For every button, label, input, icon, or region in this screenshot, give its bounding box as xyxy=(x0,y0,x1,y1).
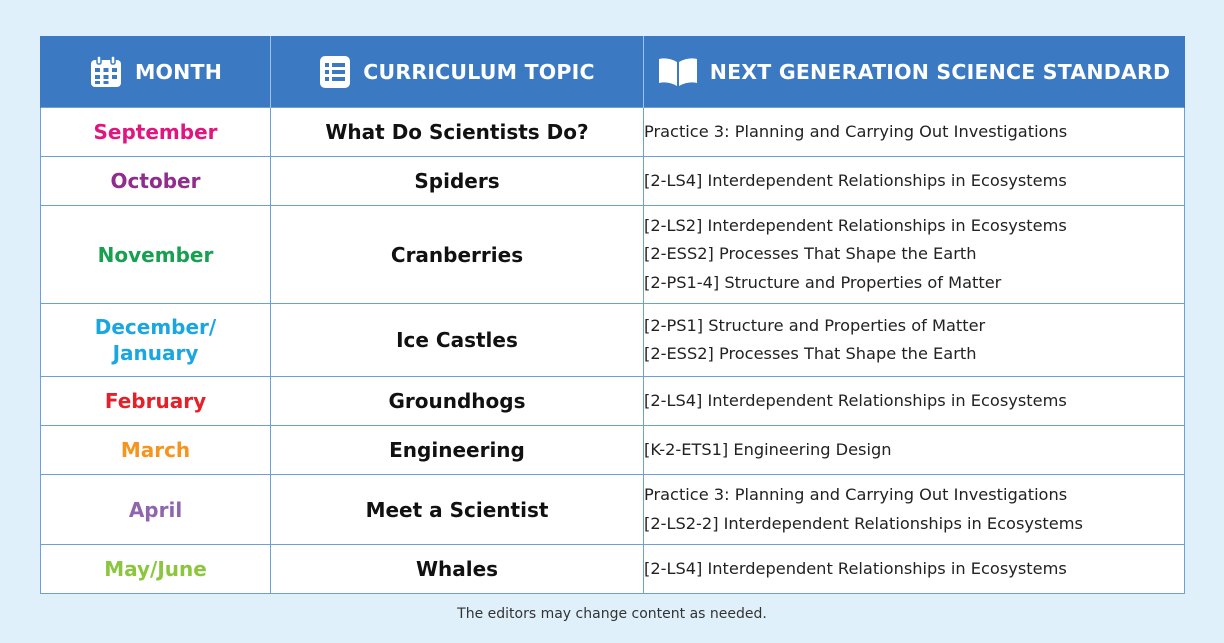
month-label: May/June xyxy=(104,557,207,581)
standard-line: [2-LS4] Interdependent Relationships in Ecosystems xyxy=(644,390,1067,410)
topic-cell: Meet a Scientist xyxy=(271,475,644,545)
list-icon xyxy=(319,55,351,89)
header-standard-label: NEXT GENERATION SCIENCE STANDARD xyxy=(709,59,1171,84)
table-row xyxy=(41,545,1185,594)
standards-cell xyxy=(644,426,1185,475)
month-cell xyxy=(41,304,271,377)
footnote: The editors may change content as needed. xyxy=(457,606,767,622)
standards-cell xyxy=(644,545,1185,594)
table-row xyxy=(41,426,1185,475)
table-row xyxy=(41,206,1185,304)
standard-line: [2-ESS2] Processes That Shape the Earth xyxy=(644,344,977,363)
table-row xyxy=(41,377,1185,426)
header-month-label: MONTH xyxy=(134,59,223,84)
standard-line: [K-2-ETS1] Engineering Design xyxy=(644,439,892,459)
month-label: November xyxy=(97,242,214,267)
topic-cell: Cranberries xyxy=(271,206,644,304)
standard-line: [2-ESS2] Processes That Shape the Earth xyxy=(644,244,977,264)
standards-cell xyxy=(644,475,1185,545)
table-row xyxy=(41,475,1185,545)
standard-line: [2-LS4] Interdependent Relationships in Ecosystems xyxy=(644,558,1067,578)
month-label: February xyxy=(104,389,207,413)
standard-line: [2-LS2-2] Interdependent Relationships in Ecosystems xyxy=(644,513,1083,533)
topic-cell: Groundhogs xyxy=(271,377,644,426)
standards-cell xyxy=(644,157,1185,206)
month-label: September xyxy=(93,120,218,144)
standard-line: Practice 3: Planning and Carrying Out Investigations xyxy=(644,485,1068,504)
month-cell xyxy=(41,108,271,157)
topic-cell: What Do Scientists Do? xyxy=(271,108,644,157)
table-body xyxy=(41,108,1185,594)
standards-cell xyxy=(644,304,1185,377)
month-cell xyxy=(41,206,271,304)
book-icon xyxy=(658,55,698,89)
table-row xyxy=(41,108,1185,157)
standard-line: [2-LS2] Interdependent Relationships in Ecosystems xyxy=(644,215,1067,235)
month-cell xyxy=(41,377,271,426)
standard-line: [2-PS1] Structure and Properties of Matter xyxy=(644,315,986,335)
calendar-icon xyxy=(89,55,123,89)
month-label: October xyxy=(110,169,201,193)
month-cell xyxy=(41,426,271,475)
header-month xyxy=(41,36,271,108)
header-topic-label: CURRICULUM TOPIC xyxy=(363,59,595,84)
topic-cell: Engineering xyxy=(271,426,644,475)
table-row xyxy=(41,304,1185,377)
topic-cell: Ice Castles xyxy=(271,304,644,377)
month-cell xyxy=(41,157,271,206)
topic-cell: Spiders xyxy=(271,157,644,206)
month-label: December/ January xyxy=(94,315,217,365)
standards-cell xyxy=(644,108,1185,157)
month-label: March xyxy=(120,438,191,462)
standard-line: [2-LS4] Interdependent Relationships in Ecosystems xyxy=(644,170,1067,190)
header-topic xyxy=(271,36,644,108)
curriculum-table xyxy=(40,36,1185,594)
table-header xyxy=(41,36,1185,108)
month-label: April xyxy=(128,497,183,522)
month-cell xyxy=(41,475,271,545)
standard-line: [2-PS1-4] Structure and Properties of Matter xyxy=(644,272,1002,292)
table-row xyxy=(41,157,1185,206)
standard-line: Practice 3: Planning and Carrying Out Investigations xyxy=(644,121,1068,141)
topic-cell: Whales xyxy=(271,545,644,594)
header-standard xyxy=(644,36,1185,108)
month-cell xyxy=(41,545,271,594)
standards-cell xyxy=(644,206,1185,304)
standards-cell xyxy=(644,377,1185,426)
